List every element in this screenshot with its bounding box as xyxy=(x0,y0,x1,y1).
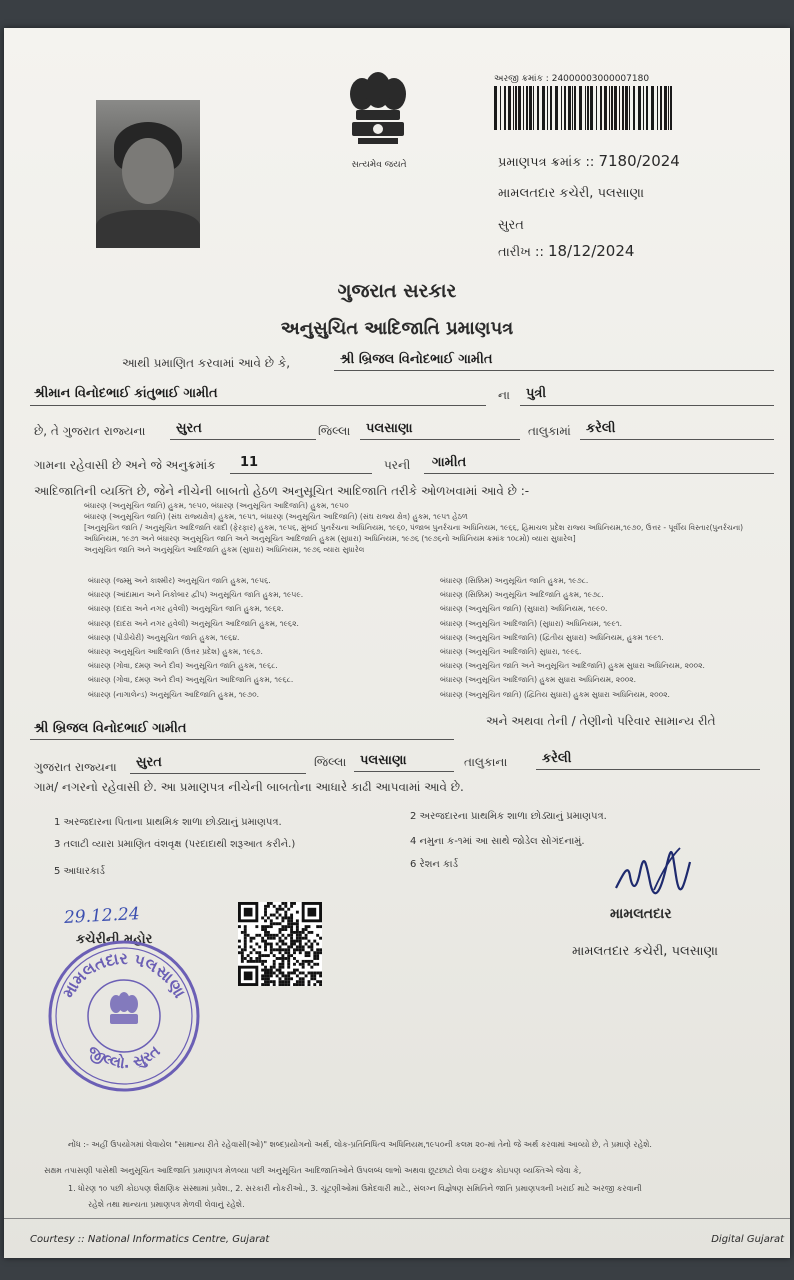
order-line: બંધારણ (આંદામાન અને નિકોબાર દ્વીપ) અનુસૂચિત જાતિ હુકમ, ૧૯૫૯. xyxy=(88,590,304,600)
seal-text-top: મામલતદાર પલસાણા xyxy=(58,948,190,1002)
order-line: બંધારણ (દાદરા અને નગર હવેલી) અનુસૂચિત આદિજાતિ હુકમ, ૧૯૬૨. xyxy=(88,618,299,628)
document-item: 2 અરજદારના પ્રાથમિક શાળા છોડ્યાનું પ્રમાણપત્ર. xyxy=(410,811,607,822)
order-line: બંધારણ (અનુસૂચિત જાતિ) (સુધારા) અધિનિયમ, ૧૯૯૦. xyxy=(440,604,608,614)
orders-top-list xyxy=(84,500,774,555)
state2-label: ગુજરાત રાજ્યના xyxy=(34,760,117,774)
order-line: અનુસૂચિત જાતિ અને અનુસૂચિત આદિજાતિ હુકમ (સુધારા) અધિનિયમ, ૧૯૭૬ વ્યારા સુધારેલ xyxy=(84,545,365,554)
taluka-value: કરેલી xyxy=(586,421,616,436)
certify-label: આથી પ્રમાણિત કરવામાં આવે છે કે, xyxy=(122,356,291,370)
note-1: નોંધ :- અહીં ઉપયોગમાં લેવાયેલ "સામાન્ય રીતે રહેવાસી(ઓ)" શબ્દપ્રયોગનો અર્થ, લોક-પ્રતિનિધિત્વ અધિનિયમ,૧૯૫૦ની કલમ ૨૦-માં તેનો જે અર્થ કરવામાં આવ્યો છે, તે પ્રમાણે રહેશે. xyxy=(68,1140,652,1149)
order-line: [અનુસૂચિત જાતિ / અનુસૂચિત આદિજાતિ યાદી (ફેરફાર) હુકમ, ૧૯૫૬, મુંબઈ પુનર્રચના અધિનિયમ, ૧૯૬૦, પંજાબ પુનર્રચના અધિનિયમ, ૧૯૬૬, હિમાચલ પ્રદેશ રાજ્ય અધિનિયમ,૧૯૭૦, ઉત્તર - પૂર્વીય વિસ્તાર(પુનર્રચના) xyxy=(84,523,744,532)
st-statement: આદિજાતિની વ્યક્તિ છે, જેને નીચેની બાબતો હેઠળ અનુસૂચિત આદિજાતિ તરીકે ઓળખવામાં આવે છે :- xyxy=(34,484,530,498)
order-line: બંધારણ (દાદરા અને નગર હવેલી) અનુસૂચિત જાતિ હુકમ, ૧૯૬૨. xyxy=(88,604,284,614)
order-line: બંધારણ (અનુસૂચિત આદિજાતિ) (સુધારા) અધિનિયમ, ૧૯૯૧. xyxy=(440,618,622,628)
order-line: બંધારણ (નાગાલેન્ડ) અનુસૂચિત આદિજાતિ હુકમ, ૧૯૭૦. xyxy=(88,689,259,699)
order-line: બંધારણ (અનુસૂચિત આદિજાતિ) હુકમ સુધારા અધિનિયમ, ૨૦૦૨. xyxy=(440,675,637,685)
document-item: 5 આધારકાર્ડ xyxy=(54,866,105,877)
footer-brand: Digital Gujarat xyxy=(711,1234,784,1245)
office-seal xyxy=(44,936,204,1096)
district2-value: પલસાણા xyxy=(360,753,407,768)
district-label: જિલ્લા xyxy=(318,424,351,438)
document-item: 4 નમુના ક-૧માં આ સાથે જોડેલ સોગંદનામું. xyxy=(410,836,585,847)
order-line: બંધારણ (અનુસૂચિત જાતિ અને અનુસૂચિત આદિજાતિ) હુકમ સુધારા અધિનિયમ, ૨૦૦૨. xyxy=(440,661,705,671)
order-line: અધિનિયમ, ૧૯૭૧ અને બંધારણ અનુસૂચિત જાતિ અને અનુસૂચિત આદિજાતિ હુકમ (સુધારા) અધિનિયમ, ૧૯૭૬ (૧૯૭૬નો અધિનિયમ ક્રમાંક ૧૦૮મો) વ્યારા સુધારેલ] xyxy=(84,534,576,543)
issuing-office: મામલતદાર કચેરી, પલસાણા xyxy=(498,186,645,201)
document-item: 1 અરજદારના પિતાના પ્રાથમિક શાળા છોડ્યાનું પ્રમાણપત્ર. xyxy=(54,817,282,828)
application-number: અરજી ક્રમાંક : 24000003000007180 xyxy=(494,74,650,84)
relation-value: પુત્રી xyxy=(526,386,547,401)
community-value: ગામીત xyxy=(432,455,467,470)
certificate-page xyxy=(4,28,790,1258)
applicant-name-repeat: શ્રી બ્રિજલ વિનોદભાઈ ગામીત xyxy=(34,721,187,736)
note-4: રહેશે તથા માન્યતા પ્રમાણપત્ર મેળવી લેવાનું રહેશે. xyxy=(88,1200,245,1209)
order-line: બંધારણ (ગોવા, દમણ અને દીવ) અનુસૂચિત આદિજાતિ હુકમ, ૧૯૬૮. xyxy=(88,675,294,685)
applicant-photo xyxy=(96,100,200,248)
issue-date: તારીખ :: 18/12/2024 xyxy=(498,242,635,260)
district-value: પલસાણા xyxy=(366,421,413,436)
relation-label: ના xyxy=(498,388,510,402)
svg-text:જીલ્લો. સુરત xyxy=(84,1042,164,1073)
taluka2-label: તાલુકાના xyxy=(464,755,508,769)
order-line: બંધારણ (સિક્કિમ) અનુસૂચિત આદિજાતિ હુકમ, ૧૯૭૮. xyxy=(440,590,604,600)
resident-statement: ગામ/ નગરનો રહેવાસી છે. આ પ્રમાણપત્ર નીચેની બાબતોના આધારે કાઢી આપવામાં આવે છે. xyxy=(34,780,464,794)
district2-label: જિલ્લા xyxy=(314,755,347,769)
footer-courtesy: Courtesy :: National Informatics Centre, Gujarat xyxy=(30,1234,270,1245)
officer-office: મામલતદાર કચેરી, પલસાણા xyxy=(572,944,719,959)
state-label: છે, તે ગુજરાત રાજ્યના xyxy=(34,424,146,438)
officer-designation: મામલતદાર xyxy=(610,906,672,922)
orders-right-list xyxy=(440,574,780,702)
barcode xyxy=(494,86,672,130)
order-line: બંધારણ (અનુસૂચિત જાતિ) હુકમ, ૧૯૫૦, બંધારણ (અનુસૂચિત આદિજાતિ) હુકમ, ૧૯૫૦ xyxy=(84,501,349,510)
emblem-caption: સત્યમેવ જયતે xyxy=(351,160,407,170)
officer-signature xyxy=(610,842,694,904)
serial-number: 11 xyxy=(240,455,259,470)
order-line: બંધારણ (અનુસૂચિત આદિજાતિ) સુધારા, ૧૯૯૬. xyxy=(440,647,582,657)
family-label: અને અથવા તેની / તેણીનો પરિવાર સામાન્ય રીતે xyxy=(486,714,716,728)
state2-value: સુરત xyxy=(136,755,162,770)
order-line: બંધારણ (અનુસૂચિત જાતિ) (સંઘ રાજ્યક્ષેત્ર) હુકમ, ૧૯૫૧, બંધારણ (અનુસૂચિત આદિજાતિ) (સંઘ રાજ્ય ક્ષેત્ર) હુકમ, ૧૯૫૧ હેઠળ xyxy=(84,512,468,521)
issuing-district: સુરત xyxy=(498,218,524,233)
order-line: બંધારણ અનુસૂચિત આદિજાતિ (ઉત્તર પ્રદેશ) હુકમ, ૧૯૬૭. xyxy=(88,647,263,657)
government-title: ગુજરાત સરકાર xyxy=(337,280,457,302)
certificate-number: પ્રમાણપત્ર ક્રમાંક :: 7180/2024 xyxy=(498,152,680,170)
order-line: બંધારણ (અનુસૂચિત જાતિ) (દ્વિતિય સુધારા) હુકમ સુધારા અધિનિયમ, ૨૦૦૨. xyxy=(440,689,670,699)
community-label: પરની xyxy=(384,458,411,472)
note-2: સક્ષમ તપાસણી પાસેથી અનુસૂચિત આદિજાતિ પ્રમાણપત્ર મેળવ્યા પછી અનુસૂચિત આદિજાતિઓને ઉપલબ્ધ લાભો અથવા છૂટછાટો લેવા ઇચ્છુક કોઇપણ વ્યક્તિએ જેવા કે, xyxy=(44,1166,582,1175)
orders-left-list xyxy=(88,574,428,702)
state-emblem-icon xyxy=(340,70,416,162)
taluka2-value: કરેલી xyxy=(542,751,572,766)
father-name: શ્રીમાન વિનોદભાઈ કાંતુભાઈ ગામીત xyxy=(34,386,218,401)
note-3: 1. ધોરણ ૧૦ પછી કોઇપણ શૈક્ષણિક સંસ્થામાં પ્રવેશ., 2. સરકારી નોકરીઓ., 3. ચૂંટણીઓમાં ઉમેદવારી માટે., સંલગ્ન વિજ્ઞેષણ સમિતિને જાતિ પ્રમાણપત્રની ખરાઈ માટે અરજી કરવાની xyxy=(68,1184,642,1193)
order-line: બંધારણ (જમ્મુ અને કાશ્મીર) અનુસૂચિત જાતિ હુકમ, ૧૯૫૬. xyxy=(88,576,271,585)
document-item: 6 રેશન કાર્ડ xyxy=(410,859,459,870)
state-value: સુરત xyxy=(176,421,202,436)
order-line: બંધારણ (ગોવા, દમણ અને દીવ) અનુસૂચિત જાતિ હુકમ, ૧૯૬૮. xyxy=(88,661,278,671)
document-item: 3 તલાટી વ્યારા પ્રમાણિત વંશવૃક્ષ (પરદાદાથી શરૂઆત કરીને.) xyxy=(54,839,296,850)
seal-text-bottom: જીલ્લો. સુરત xyxy=(84,1041,164,1073)
taluka-label: તાલુકામાં xyxy=(528,424,571,438)
handwritten-date: 29.12.24 xyxy=(63,904,141,928)
order-line: બંધારણ (પોંડીચેરી) અનુસૂચિત જાતિ હુકમ, ૧૯૬૪. xyxy=(88,632,240,642)
village-label: ગામના રહેવાસી છે અને જે અનુક્રમાંક xyxy=(34,458,216,472)
order-line: બંધારણ (અનુસૂચિત આદિજાતિ) (દ્વિતીય સુધારા) અધિનિયમ, હુકમ ૧૯૯૧. xyxy=(440,632,664,642)
certificate-title: અનુસુચિત આદિજાતિ પ્રમાણપત્ર xyxy=(280,318,514,339)
qr-code xyxy=(238,902,322,986)
order-line: બંધારણ (સિક્કિમ) અનુસૂચિત જાતિ હુકમ, ૧૯૭૮. xyxy=(440,576,589,585)
office-seal-label: કચેરીની મહોર xyxy=(76,932,153,947)
applicant-name: શ્રી બ્રિજલ વિનોદભાઈ ગામીત xyxy=(340,352,493,367)
